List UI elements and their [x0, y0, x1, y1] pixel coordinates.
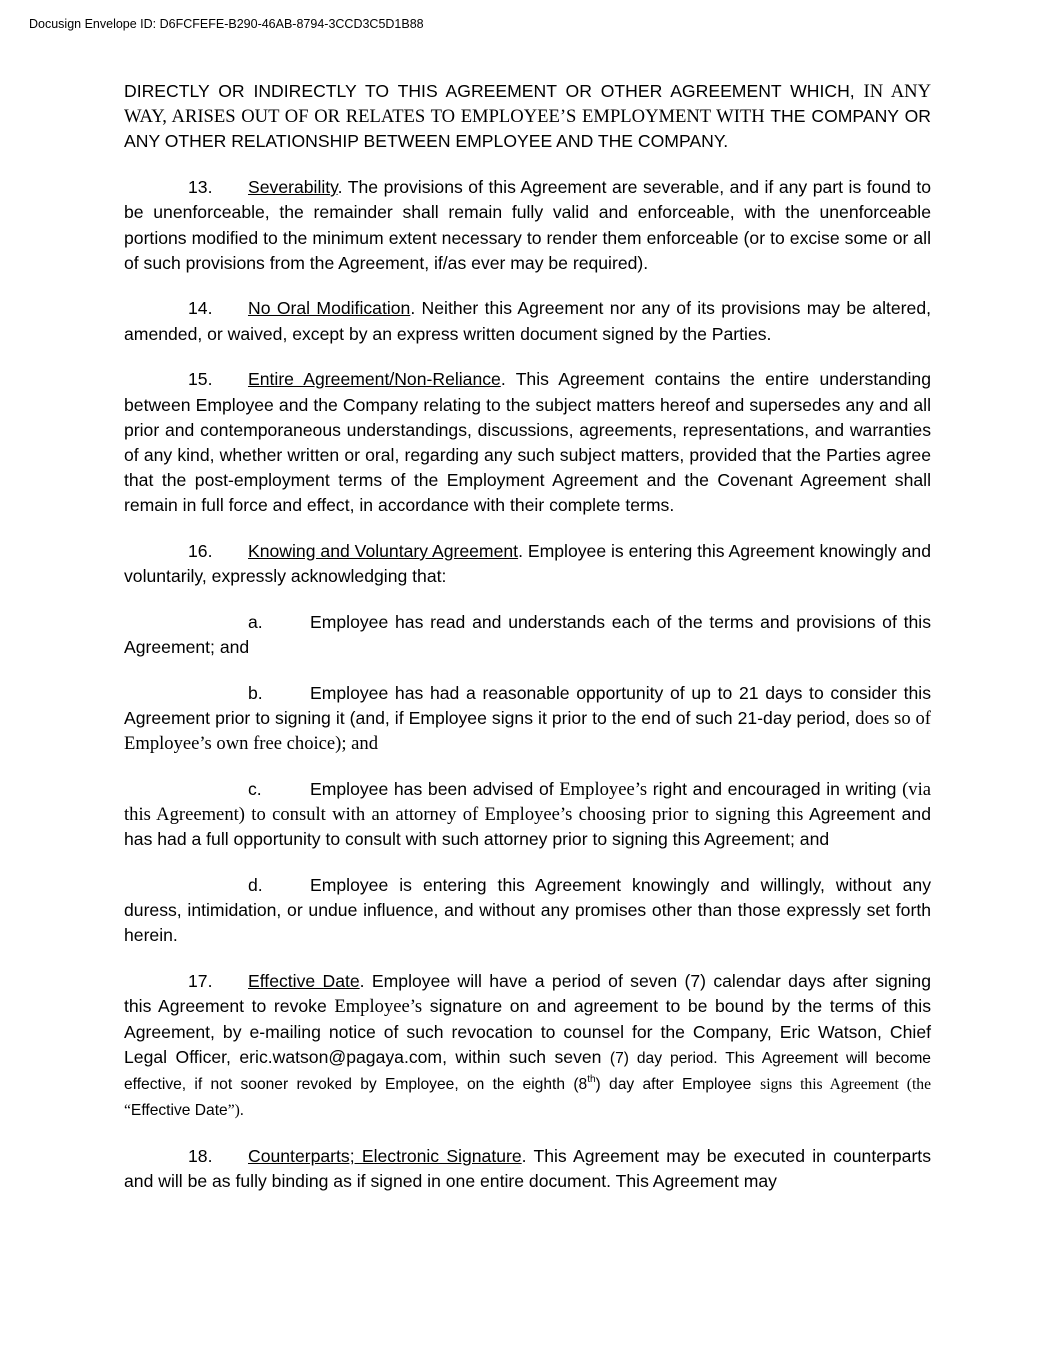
section-number: 18.: [188, 1145, 213, 1166]
section-body-small: ) day after Employee: [595, 1076, 752, 1093]
defined-term: Effective Date: [130, 1102, 228, 1120]
section-13: [124, 175, 931, 276]
section-body: . This Agreement may be executed in counterparts and will be as fully binding as if signed in one entire document. This Agreement may: [124, 1145, 931, 1192]
section-body: . Employee is entering this Agreement knowingly and voluntarily, expressly acknowledging that:: [124, 541, 931, 587]
section-number: 15.: [188, 369, 213, 390]
item-body: Employee has been advised of: [310, 778, 554, 799]
section-body-serif: signs this Agreement (the “: [124, 1076, 931, 1120]
section-16: [124, 539, 931, 589]
section-heading: Counterparts; Electronic Signature: [248, 1145, 522, 1166]
section-number: 16.: [188, 541, 213, 562]
section-heading: Effective Date: [248, 971, 360, 992]
item-body: Employee is entering this Agreement knowingly and willingly, without any duress, intimidation, or undue influence, and without any promises other than those expressly set forth herein.: [124, 875, 931, 946]
section-18: [124, 1144, 931, 1194]
section-17: [124, 969, 931, 1123]
item-letter: b.: [248, 682, 263, 703]
section-body: signature on and agreement to be bound by the terms of this Agreement, by e-mailing notice of such revocation to counsel for the Company, Eric Watson, Chief Legal Officer, eric.watson@pagaya.com, within such seven: [124, 996, 931, 1067]
section-heading: Knowing and Voluntary Agreement: [248, 541, 519, 562]
section-16-item-b: [124, 681, 931, 757]
ordinal-superscript: th: [587, 1074, 596, 1086]
section-16-item-c: [124, 777, 931, 853]
intro-line-2: IN ANY WAY, ARISES OUT OF OR RELATES TO EMPLOYEE’S EMPLOYMENT WITH: [124, 81, 932, 128]
section-16-item-a: [124, 610, 931, 660]
item-body-serif: does so of Employee’s own free choice); and: [124, 708, 931, 755]
section-15: [124, 367, 931, 518]
item-body-serif: Employee’s: [559, 778, 648, 800]
item-body: right and encouraged in writing: [652, 778, 897, 799]
item-body: Agreement and has had a full opportunity to consult with such attorney prior to signing this Agreement; and: [124, 804, 931, 850]
section-number: 13.: [188, 177, 213, 198]
section-number: 14.: [188, 298, 213, 319]
item-body: Employee has had a reasonable opportunity of up to 21 days to consider this Agreement prior to signing it (and, if Employee signs it prior to the end of such 21-day period,: [124, 682, 931, 729]
intro-line-3: THE COMPANY OR ANY OTHER RELATIONSHIP BETWEEN EMPLOYEE AND THE COMPANY.: [124, 106, 931, 152]
item-letter: c.: [248, 778, 262, 799]
section-16-item-d: [124, 873, 931, 949]
section-body-small: (7) day period. This Agreement will become effective, if not sooner revoked by Employee, on the eighth (8: [124, 1049, 931, 1093]
section-number: 17.: [188, 971, 213, 992]
section-body: . Neither this Agreement nor any of its provisions may be altered, amended, or waived, except by an express written document signed by the Parties.: [124, 298, 931, 344]
section-body: . Employee will have a period of seven (7) calendar days after signing this Agreement to revoke: [124, 971, 931, 1017]
item-body-serif: (via this Agreement) to consult with an attorney of Employee’s choosing prior to signing this: [124, 778, 932, 826]
section-heading: No Oral Modification: [248, 298, 411, 319]
document-page: [124, 79, 931, 1194]
section-14: [124, 296, 931, 346]
docusign-envelope-id: Docusign Envelope ID: D6FCFEFE-B290-46AB-8794-3CCD3C5D1B88: [29, 17, 424, 31]
intro-paragraph: [124, 79, 931, 155]
intro-line-1: DIRECTLY OR INDIRECTLY TO THIS AGREEMENT OR OTHER AGREEMENT WHICH,: [124, 81, 855, 101]
item-letter: a.: [248, 611, 263, 632]
section-body-serif: Employee’s: [334, 996, 423, 1018]
section-body-serif: ”).: [227, 1102, 244, 1120]
item-letter: d.: [248, 875, 263, 896]
section-heading: Entire Agreement/Non-Reliance: [248, 369, 501, 390]
item-body: Employee has read and understands each of the terms and provisions of this Agreement; and: [124, 611, 931, 658]
section-body: . This Agreement contains the entire understanding between Employee and the Company relating to the subject matters hereof and supersedes any and all prior and contemporaneous understandings, discussions, agreements, representations, and warranties of any kind, whether written or oral, regarding any such subject matters, provided that the Parties agree that the post-employment terms of the Employment Agreement and the Covenant Agreement shall remain in full force and effect, in accordance with their complete terms.: [124, 369, 931, 516]
section-heading: Severability: [248, 177, 338, 198]
section-body: . The provisions of this Agreement are severable, and if any part is found to be unenforceable, the remainder shall remain fully valid and enforceable, with the unenforceable portions modified to the minimum extent necessary to render them enforceable (or to excise some or all of such provisions from the Agreement, if/as ever may be required).: [124, 177, 931, 273]
